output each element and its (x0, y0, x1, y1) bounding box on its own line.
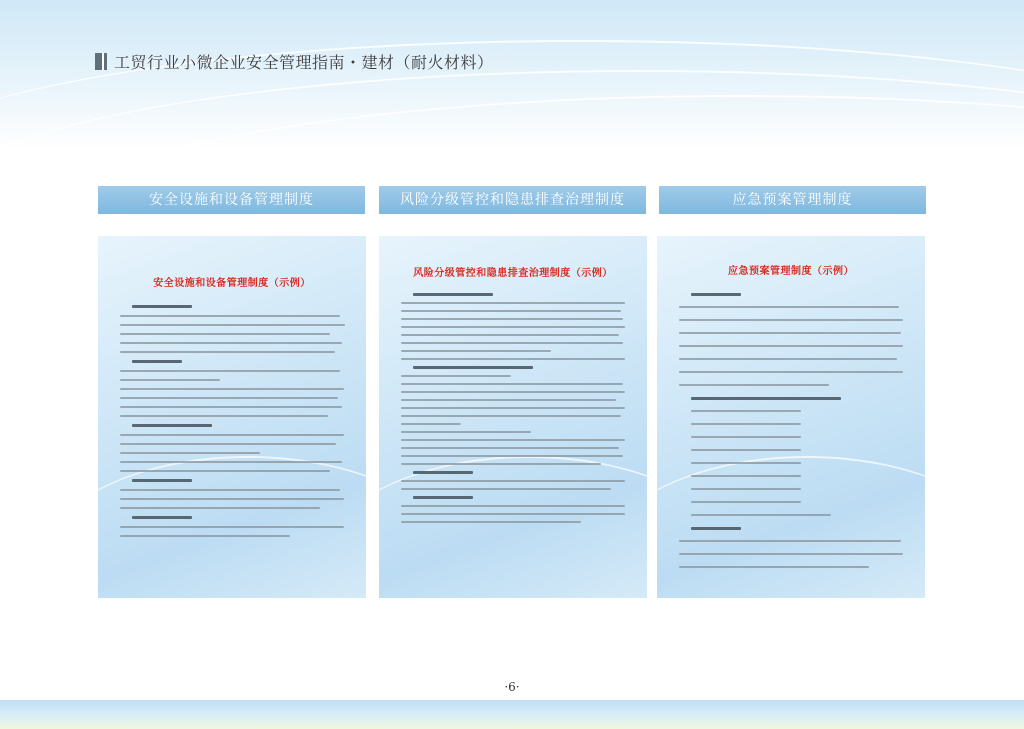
doc-risk-control (379, 236, 647, 598)
doc-emergency-plan (657, 236, 925, 598)
header-bar-icon (95, 53, 104, 70)
banner-emergency-plan: 应急预案管理制度 (659, 186, 926, 214)
doc-title: 风险分级管控和隐患排查治理制度（示例） (413, 268, 613, 279)
bottom-decorative-band (0, 700, 1024, 729)
page-header (95, 50, 494, 72)
page-number: ·6· (504, 680, 520, 694)
doc-title: 应急预案管理制度（示例） (728, 266, 854, 277)
doc-title: 安全设施和设备管理制度（示例） (153, 278, 311, 289)
doc-equipment-management (98, 236, 366, 598)
top-decorative-band (0, 0, 1024, 150)
banner-equipment-management: 安全设施和设备管理制度 (98, 186, 365, 214)
doc-text-block (98, 289, 366, 537)
banner-risk-control: 风险分级管控和隐患排查治理制度 (379, 186, 646, 214)
header-title: 工贸行业小微企业安全管理指南・建材（耐火材料） (114, 52, 494, 72)
doc-text-block (379, 279, 647, 523)
doc-text-block (657, 277, 925, 568)
